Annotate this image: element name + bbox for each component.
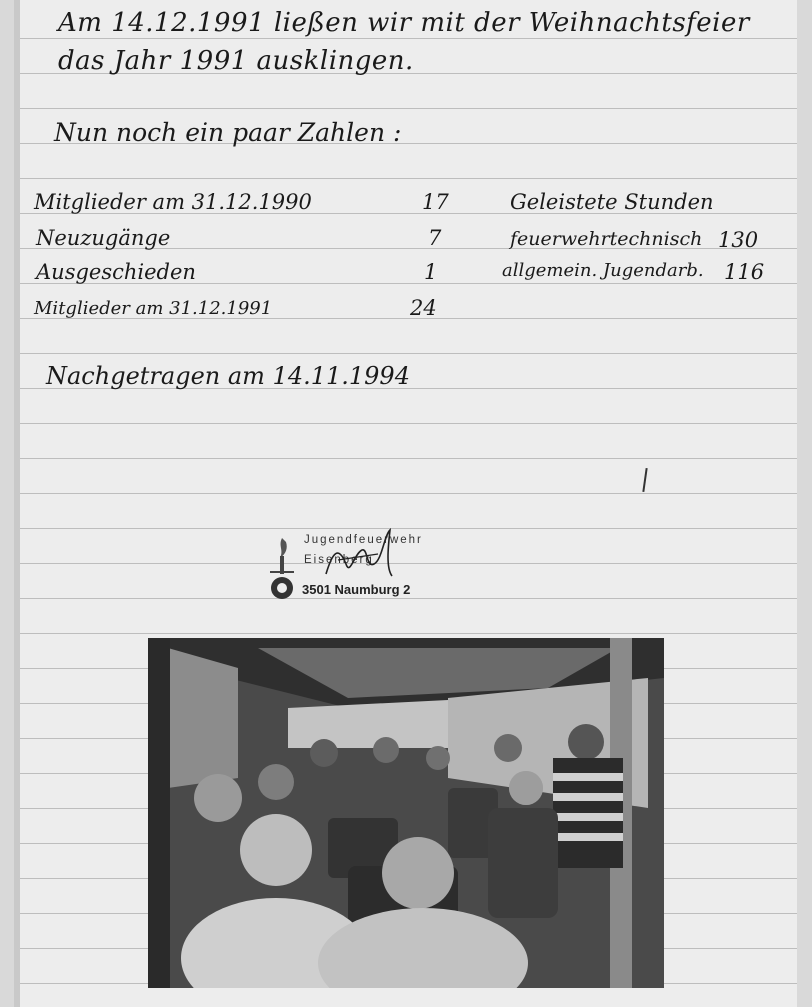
stat-label: Neuzugänge	[36, 226, 171, 250]
stat-value: 1	[424, 260, 438, 284]
fire-brigade-emblem-icon	[262, 532, 302, 602]
pen-mark	[642, 468, 647, 492]
signature	[318, 524, 408, 594]
stamp-line-3: 3501 Naumburg 2	[302, 582, 411, 597]
stat-value: 17	[422, 190, 449, 214]
stat-value: 7	[428, 226, 442, 250]
hours-label: feuerwehrtechnisch	[510, 228, 703, 250]
journal-line-3: Nun noch ein paar Zahlen :	[54, 118, 402, 147]
hours-value: 130	[718, 228, 759, 252]
stat-label: Ausgeschieden	[36, 260, 196, 284]
journal-line-2: das Jahr 1991 ausklingen.	[58, 46, 414, 76]
hours-label: allgemein. Jugendarb.	[502, 260, 704, 281]
stamp-line-2: Eisenberg	[304, 554, 374, 566]
hours-title: Geleistete Stunden	[510, 190, 714, 214]
addendum-line: Nachgetragen am 14.11.1994	[46, 362, 410, 390]
organization-stamp	[262, 532, 462, 602]
stat-value: 24	[410, 296, 437, 320]
stat-label: Mitglieder am 31.12.1990	[34, 190, 312, 214]
notebook-page	[14, 0, 797, 1007]
hours-value: 116	[724, 260, 765, 284]
stamp-line-1: Jugendfeuerwehr	[304, 534, 423, 546]
children-on-bus-photo	[148, 638, 664, 988]
journal-line-1: Am 14.12.1991 ließen wir mit der Weihnachtsfeier	[58, 8, 750, 38]
stat-label: Mitglieder am 31.12.1991	[34, 298, 273, 319]
